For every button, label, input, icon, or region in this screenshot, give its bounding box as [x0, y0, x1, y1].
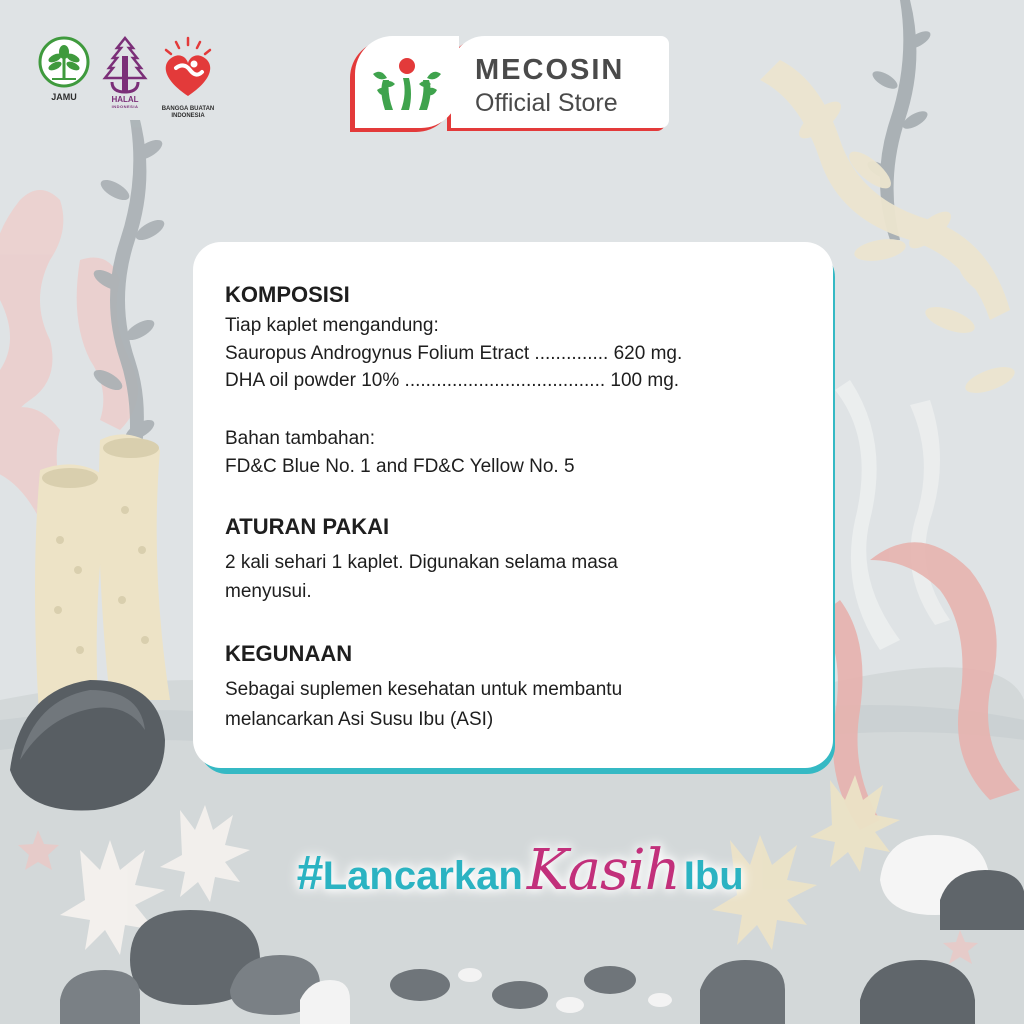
- bangga-label-line1: BANGGA BUATAN: [161, 106, 215, 112]
- mecosin-logo-icon: [355, 36, 459, 128]
- hashtag-word-kasih: Kasih: [526, 838, 680, 903]
- hashtag-word-lancarkan: Lancarkan: [322, 854, 523, 898]
- komposisi-title: KOMPOSISI: [225, 282, 350, 307]
- kegunaan-line2: melancarkan Asi Susu Ibu (ASI): [225, 709, 494, 730]
- halal-label: HALAL: [111, 95, 139, 104]
- store-badge: [355, 36, 669, 128]
- hashtag-slogan: [296, 838, 744, 948]
- additive-label: Bahan tambahan:: [225, 428, 376, 449]
- brand-name: MECOSIN: [475, 54, 625, 86]
- aturan-pakai-title: ATURAN PAKAI: [225, 514, 390, 539]
- halal-certification: [100, 36, 150, 109]
- mecosin-logo-panel: [355, 36, 459, 128]
- jamu-certification: [38, 36, 90, 102]
- aturan-pakai-line2: menyusui.: [225, 581, 312, 602]
- bangga-buatan-indonesia-certification: [156, 36, 220, 119]
- aturan-pakai-line1: 2 kali sehari 1 kaplet. Digunakan selama masa: [225, 552, 618, 573]
- bangga-label-line2: INDONESIA: [171, 113, 205, 119]
- store-subtitle: Official Store: [475, 89, 618, 117]
- jamu-logo-icon: [38, 36, 90, 88]
- additive-value: FD&C Blue No. 1 and FD&C Yellow No. 5: [225, 456, 575, 477]
- hashtag-symbol: #: [296, 847, 323, 900]
- halal-sublabel: INDONESIA: [111, 104, 139, 109]
- kegunaan-title: KEGUNAAN: [225, 641, 353, 666]
- komposisi-intro: Tiap kaplet mengandung:: [225, 315, 439, 336]
- bangga-buatan-indonesia-icon: [156, 36, 220, 102]
- hashtag-word-ibu: Ibu: [683, 854, 744, 898]
- komposisi-ingredient-2: DHA oil powder 10% ...................................... 100 mg.: [225, 370, 680, 391]
- info-card: [193, 242, 833, 768]
- halal-logo-icon: [100, 36, 150, 94]
- komposisi-ingredient-1: Sauropus Androgynus Folium Etract .............. 620 mg.: [225, 343, 683, 364]
- kegunaan-line1: Sebagai suplemen kesehatan untuk membantu: [225, 679, 623, 700]
- jamu-label: JAMU: [51, 92, 77, 102]
